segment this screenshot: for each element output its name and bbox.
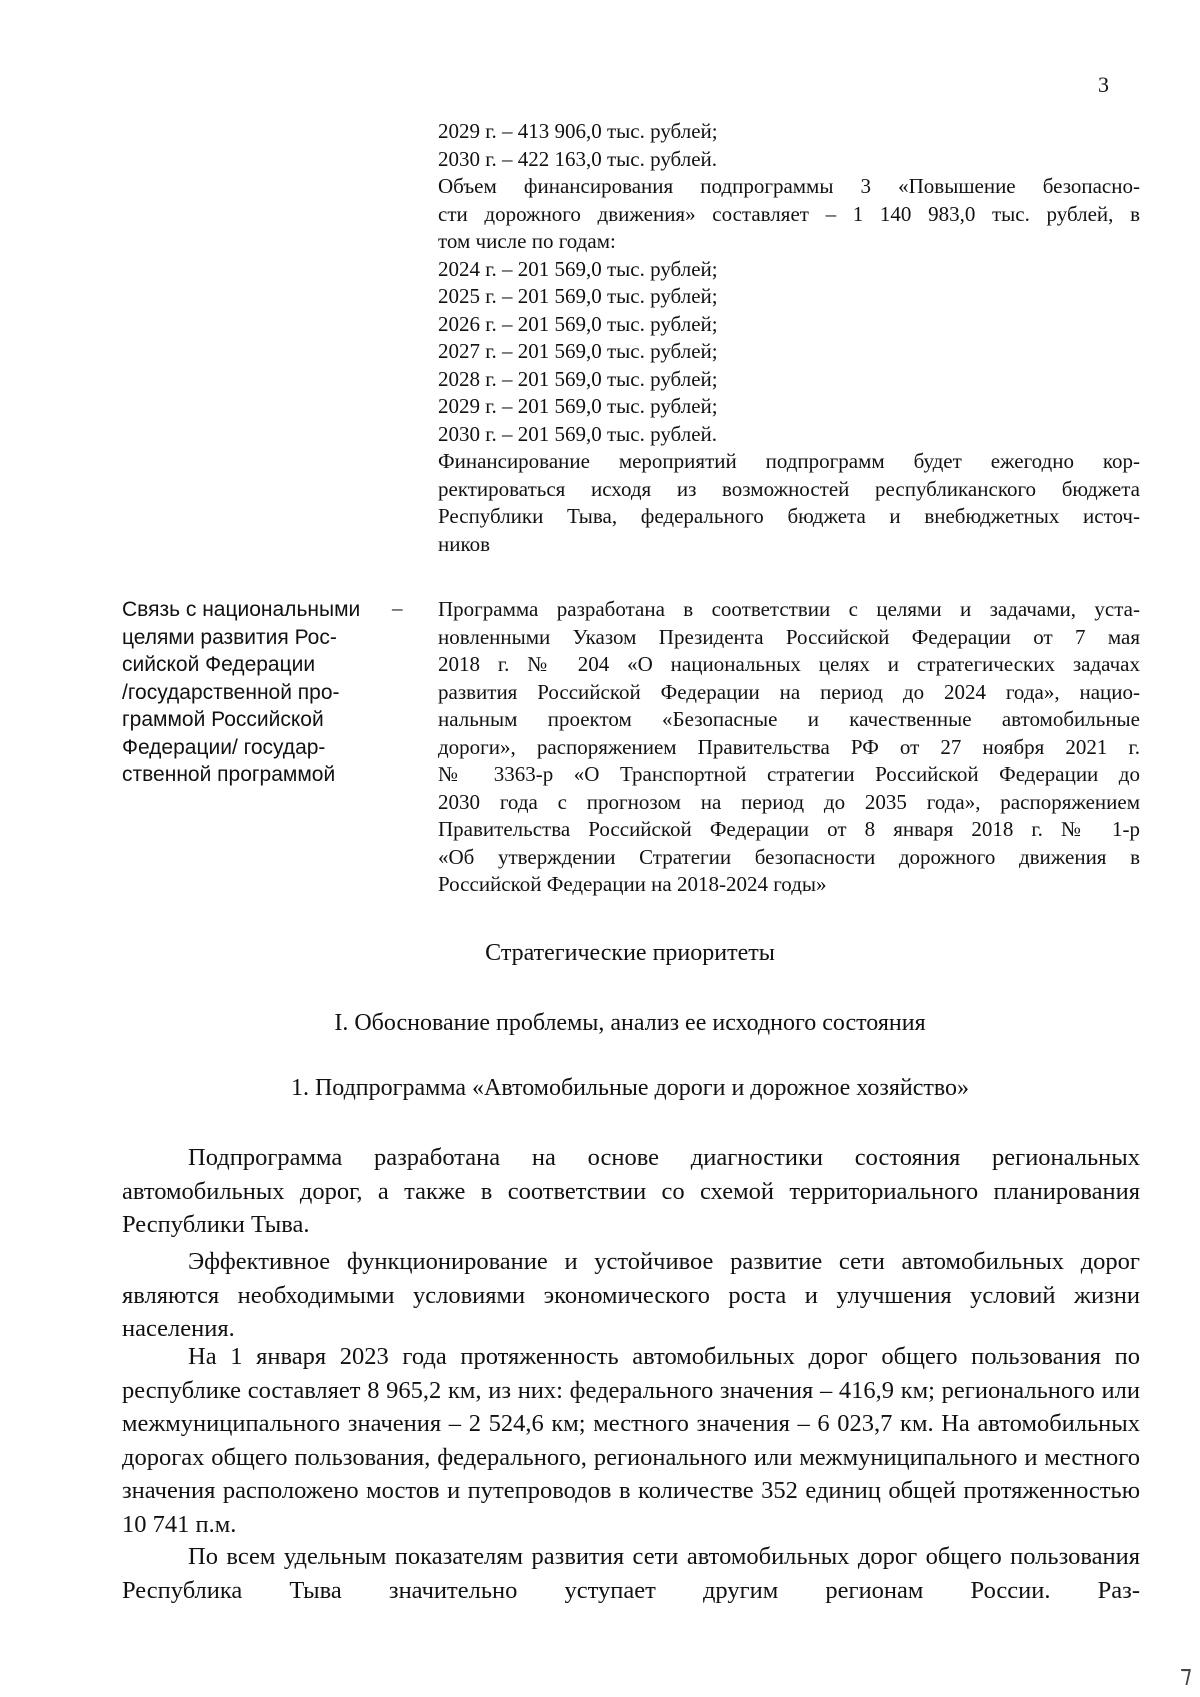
national-goals-block (438, 596, 1140, 899)
text-line: 2030 года с прогнозом на период до 2035 года», распоряжением (438, 789, 1140, 814)
year-line: 2025 г. – 201 569,0 тыс. рублей; (438, 284, 718, 308)
year-line: 2030 г. – 201 569,0 тыс. рублей. (438, 421, 717, 446)
label-line: /государственной про- (122, 680, 340, 704)
text-line: сти дорожного движения» составляет – 1 140 983,0 тыс. рублей, в (438, 201, 1140, 226)
label-line: Федерации/ государ- (122, 735, 326, 759)
text-line: ректироваться исходя из возможностей республиканского бюджета (438, 476, 1140, 501)
text-line: 2030 г. – 422 163,0 тыс. рублей. (438, 146, 717, 171)
body-paragraph (122, 1540, 1140, 1607)
paragraph-text: Эффективное функционирование и устойчивое развитие сети автомобильных дорог являются необходимыми условиями экономического роста и улучшения условий жизни населения. (122, 1248, 1140, 1342)
text-line: Программа разработана в соответствии с целями и задачами, уста- (438, 597, 1140, 621)
section-heading: I. Обоснование проблемы, анализ ее исходного состояния (334, 1010, 926, 1036)
label-line: Связь с национальными (122, 598, 361, 621)
body-paragraph (122, 1141, 1140, 1242)
section-heading: Стратегические приоритеты (485, 940, 775, 966)
label-line: целями развития Рос- (122, 625, 337, 649)
text-line: нальным проектом «Безопасные и качественные автомобильные (438, 707, 1140, 731)
text-line: том числе по годам: (438, 229, 616, 253)
year-line: 2028 г. – 201 569,0 тыс. рублей; (438, 366, 718, 391)
year-line: 2027 г. – 201 569,0 тыс. рублей; (438, 339, 718, 363)
year-line: 2029 г. – 201 569,0 тыс. рублей; (438, 394, 718, 418)
body-paragraph (122, 1340, 1140, 1541)
text-line: «Об утверждении Стратегии безопасности дорожного движения в (438, 844, 1140, 869)
text-line: ников (438, 531, 491, 556)
text-line: Финансирование мероприятий подпрограмм будет ежегодно кор- (438, 449, 1140, 473)
text-line: Правительства Российской Федерации от 8 января 2018 г. № 1-р (438, 817, 1140, 841)
text-line: Республики Тыва, федерального бюджета и внебюджетных источ- (438, 504, 1140, 528)
financing-block (438, 118, 1140, 558)
text-line: Объем финансирования подпрограммы 3 «Повышение безопасно- (438, 174, 1140, 198)
year-line: 2026 г. – 201 569,0 тыс. рублей; (438, 311, 718, 336)
row-dash: – (392, 596, 403, 620)
text-line: развития Российской Федерации на период до 2024 года», нацио- (438, 679, 1140, 704)
text-line: 2029 г. – 413 906,0 тыс. рублей; (438, 119, 718, 143)
label-line: ственной программой (122, 763, 336, 786)
text-line: Российской Федерации на 2018-2024 годы» (438, 872, 827, 896)
paragraph-text: По всем удельным показателям развития сети автомобильных дорог общего пользования Республика Тыва значительно уступает другим регионам России. Раз- (122, 1543, 1140, 1604)
label-line: сийской Федерации (122, 653, 316, 676)
row-label (122, 596, 382, 789)
page-number: 3 (1098, 72, 1109, 97)
year-line: 2024 г. – 201 569,0 тыс. рублей; (438, 256, 718, 281)
handwritten-mark-icon: ⁊ (1180, 1662, 1192, 1688)
label-line: граммой Российской (122, 708, 324, 731)
body-paragraph (122, 1245, 1140, 1346)
text-line: 2018 г. № 204 «О национальных целях и стратегических задачах (438, 652, 1140, 676)
paragraph-text: На 1 января 2023 года протяженность автомобильных дорог общего пользования по республике составляет 8 965,2 км, из них: федерального значения – 416,9 км; регионального или межмуниципального значения – 2 524,6 км; местного значения – 6 023,7 км. На автомобильных дорогах общего пользования, федерального, регионального или межмуниципального и местного значения расположено мостов и путепроводов в количестве 352 единиц общей протяженностью 10 741 п.м. (122, 1343, 1140, 1538)
text-line: № 3363-р «О Транспортной стратегии Российской Федерации до (438, 762, 1140, 786)
paragraph-text: Подпрограмма разработана на основе диагностики состояния региональных автомобильных дорог, а также в соответствии со схемой территориального планирования Республики Тыва. (122, 1144, 1140, 1238)
subsection-heading: 1. Подпрограмма «Автомобильные дороги и дорожное хозяйство» (290, 1075, 970, 1101)
text-line: новленными Указом Президента Российской Федерации от 7 мая (438, 624, 1140, 649)
text-line: дороги», распоряжением Правительства РФ от 27 ноября 2021 г. (438, 734, 1140, 759)
